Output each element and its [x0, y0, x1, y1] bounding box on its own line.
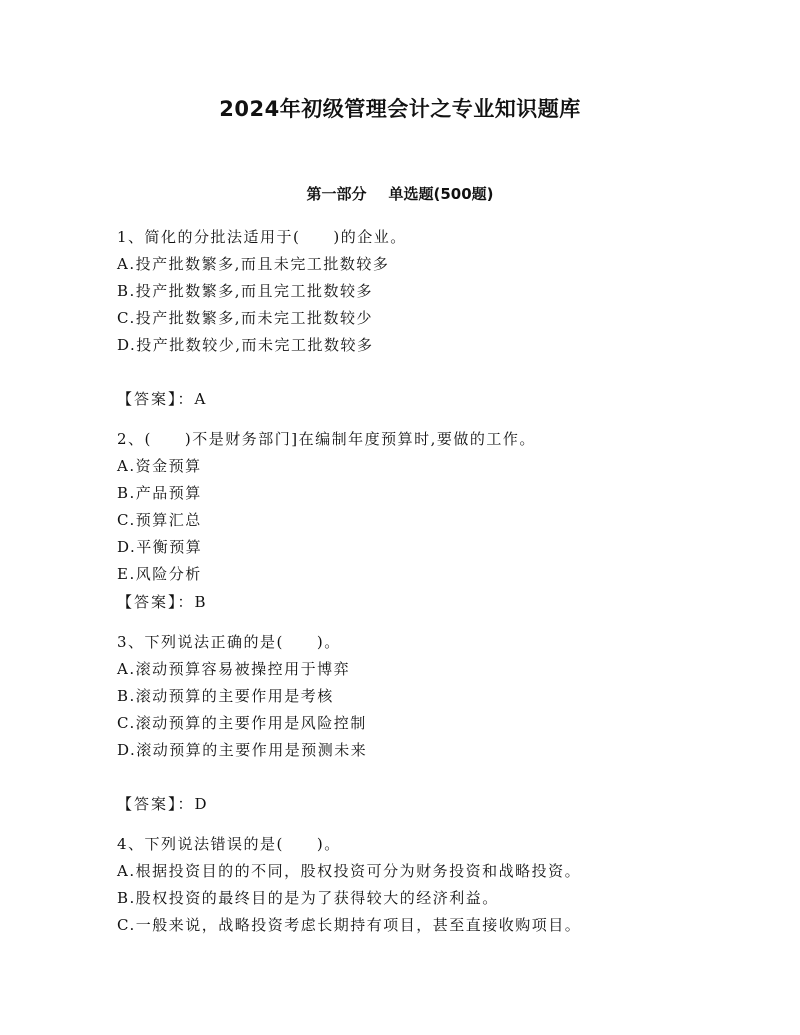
answer-value: D — [194, 795, 209, 813]
question-3-answer — [117, 794, 208, 814]
section-type: 单选题(500题) — [388, 185, 494, 203]
question-2-option-a: A.资金预算 — [117, 457, 202, 475]
question-1-stem: 1、简化的分批法适用于( )的企业。 — [117, 228, 407, 246]
question-1-option-b: B.投产批数繁多,而且完工批数较多 — [117, 282, 374, 300]
question-4-option-c: C.一般来说，战略投资考虑长期持有项目，甚至直接收购项目。 — [117, 916, 582, 934]
answer-value: B — [194, 593, 208, 611]
question-2-answer — [117, 592, 207, 612]
document-title: 2024年初级管理会计之专业知识题库 — [219, 97, 581, 121]
question-2-option-d: D.平衡预算 — [117, 538, 203, 556]
question-2-option-e: E.风险分析 — [117, 565, 202, 583]
question-4-option-a: A.根据投资目的的不同，股权投资可分为财务投资和战略投资。 — [117, 862, 582, 880]
question-4-option-b: B.股权投资的最终目的是为了获得较大的经济利益。 — [117, 889, 499, 907]
question-1-option-d: D.投产批数较少,而未完工批数较多 — [117, 336, 374, 354]
question-3-option-d: D.滚动预算的主要作用是预测未来 — [117, 741, 368, 759]
question-1-answer — [117, 389, 207, 409]
answer-label: 【答案】： — [117, 390, 195, 408]
answer-label: 【答案】： — [117, 593, 195, 611]
question-1-option-c: C.投产批数繁多,而未完工批数较少 — [117, 309, 373, 327]
question-3-option-a: A.滚动预算容易被操控用于博弈 — [117, 660, 351, 678]
question-2-option-c: C.预算汇总 — [117, 511, 202, 529]
answer-value: A — [194, 390, 207, 408]
section-part: 第一部分 — [306, 185, 367, 203]
question-1-option-a: A.投产批数繁多,而且未完工批数较多 — [117, 255, 390, 273]
question-3-option-b: B.滚动预算的主要作用是考核 — [117, 687, 334, 705]
question-4-stem: 4、下列说法错误的是( )。 — [117, 835, 341, 853]
question-3-option-c: C.滚动预算的主要作用是风险控制 — [117, 714, 367, 732]
question-2-option-b: B.产品预算 — [117, 484, 202, 502]
answer-label: 【答案】： — [117, 795, 195, 813]
section-heading — [0, 183, 800, 204]
question-3-stem: 3、下列说法正确的是( )。 — [117, 633, 341, 651]
question-2-stem: 2、( )不是财务部门]在编制年度预算时,要做的工作。 — [117, 430, 536, 448]
